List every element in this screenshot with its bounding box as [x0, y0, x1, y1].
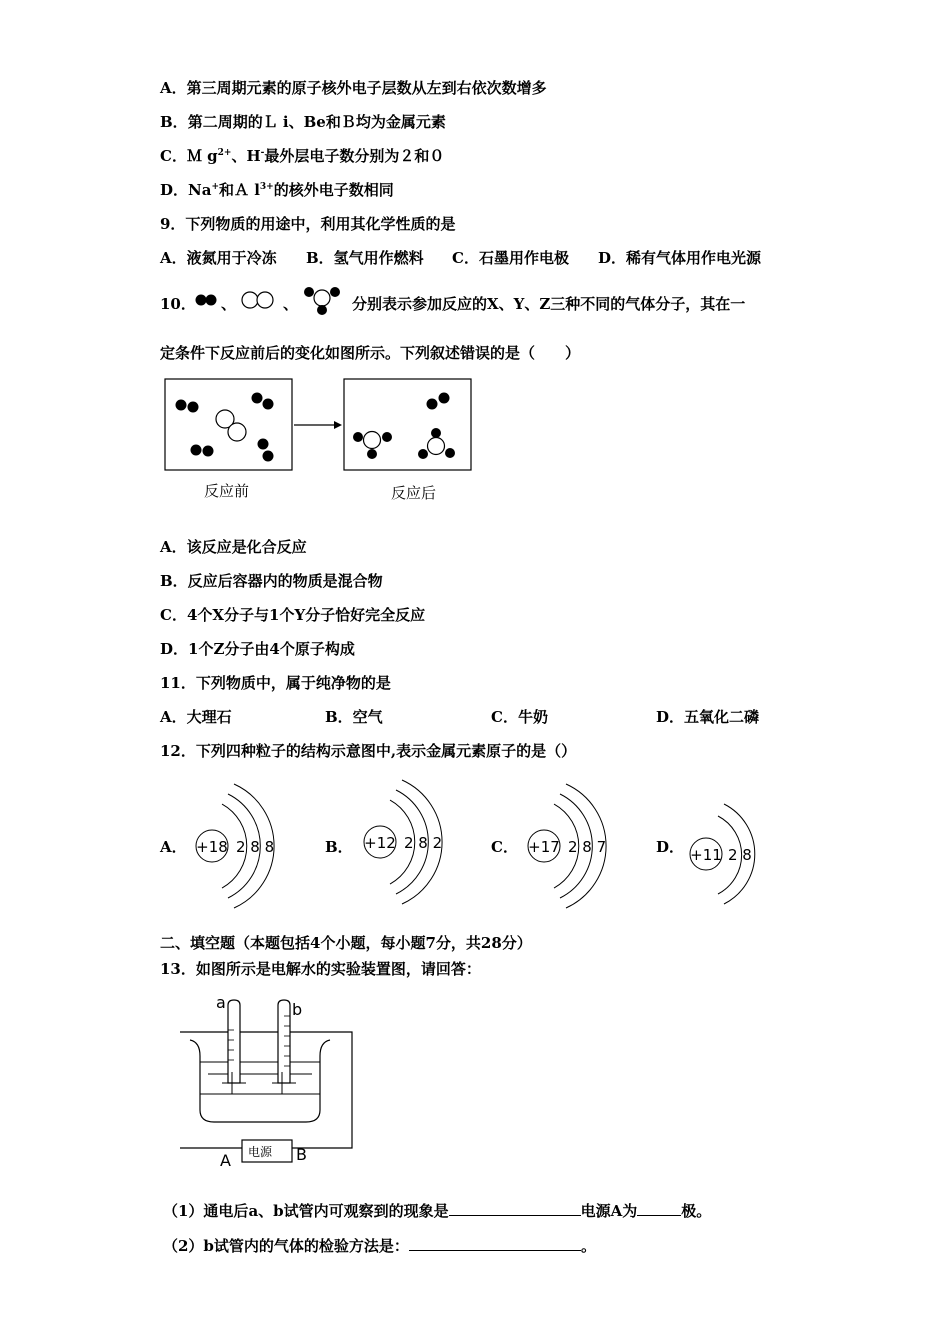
q11-option-a: A．大理石 [160, 708, 232, 726]
tube-a [228, 1000, 240, 1083]
beaker [190, 1040, 330, 1122]
q9-option-a: A．液氮用于冷冻 [160, 249, 277, 267]
q9-stem: 9．下列物质的用途中，利用其化学性质的是 [160, 215, 456, 233]
molecule-x-icon [196, 295, 217, 306]
q8-option-a: A．第三周期元素的原子核外电子层数从左到右依次数增多 [160, 79, 547, 97]
q8-option-b: B．第二周期的Ｌ i、Be和Ｂ均为金属元素 [160, 113, 446, 131]
q10-option-b: B．反应后容器内的物质是混合物 [160, 572, 383, 590]
caption-after: 反应后 [391, 484, 437, 502]
q13-part1-blank1[interactable] [449, 1201, 581, 1216]
atom-c-label: C． [491, 838, 518, 856]
q9-option-c: C．石墨用作电极 [452, 249, 569, 267]
q13-part1-blank2[interactable] [637, 1201, 681, 1216]
atom-d-electrons: 2 8 [728, 846, 752, 864]
q10-option-d: D．1个Z分子由4个原子构成 [160, 640, 355, 658]
atom-c-diagram [516, 780, 616, 910]
q10-sep2: 、 [283, 295, 299, 313]
tube-b-label: b [292, 1000, 303, 1019]
q10-stem: 分别表示参加反应的X、Y、Z三种不同的气体分子，其在一 [352, 295, 746, 313]
q10-number: 10． [160, 295, 196, 313]
atom-a-nucleus: +18 [196, 838, 228, 856]
atom-b-label: B． [325, 838, 353, 856]
terminal-a-label: A [220, 1151, 231, 1170]
circuit-wire [180, 1032, 352, 1148]
tube-b [278, 1000, 290, 1083]
caption-before: 反应前 [204, 482, 250, 500]
q12-stem: 12．下列四种粒子的结构示意图中,表示金属元素原子的是（） [160, 742, 577, 760]
q10-option-a: A．该反应是化合反应 [160, 538, 307, 556]
q10-sep1: 、 [221, 295, 237, 313]
terminal-b-label: B [296, 1145, 307, 1164]
atom-a-label: A． [160, 838, 187, 856]
atom-d-label: D． [656, 838, 685, 856]
atom-c-electrons: 2 8 7 [568, 838, 607, 856]
q11-option-d: D．五氧化二磷 [656, 708, 760, 726]
section2-heading: 二、填空题（本题包括4个小题，每小题7分，共28分） [160, 934, 532, 952]
atom-a-diagram [186, 780, 286, 910]
molecule-y-icon [242, 292, 273, 308]
q13-part2-blank[interactable] [409, 1236, 581, 1251]
q8-option-d: D．Na+和Ａ $l^{3+}$的核外电子数相同 [160, 181, 394, 199]
q11-option-b: B．空气 [325, 708, 383, 726]
atom-b-electrons: 2 8 2 [404, 834, 443, 852]
q8-option-c: C．Ｍ $g^{2+}$、H-最外层电子数分别为２和０ [160, 147, 445, 165]
reaction-diagram [160, 376, 480, 476]
q9-option-d: D．稀有气体用作电光源 [598, 249, 762, 267]
molecule-z-icon [304, 287, 340, 315]
electrolysis-apparatus [170, 990, 370, 1172]
atom-b-nucleus: +12 [364, 834, 396, 852]
q11-stem: 11．下列物质中，属于纯净物的是 [160, 674, 391, 692]
power-label: 电源 [248, 1145, 273, 1159]
q13-part1: （1）通电后a、b试管内可观察到的现象是 电源A为 极。 [163, 1202, 712, 1220]
q11-option-c: C．牛奶 [491, 708, 548, 726]
q10-option-c: C．4个X分子与1个Y分子恰好完全反应 [160, 606, 426, 624]
q13-stem: 13．如图所示是电解水的实验装置图，请回答： [160, 960, 481, 978]
atom-d-nucleus: +11 [690, 846, 722, 864]
tube-a-label: a [216, 993, 226, 1012]
q13-part2: （2）b试管内的气体的检验方法是： 。 [163, 1237, 596, 1255]
atom-c-nucleus: +17 [528, 838, 560, 856]
molecule-legend [194, 284, 354, 318]
q10-stem-line2: 定条件下反应前后的变化如图所示。下列叙述错误的是（ ） [160, 344, 581, 362]
atom-d-diagram [684, 798, 774, 908]
q9-option-b: B．氢气用作燃料 [306, 249, 424, 267]
atom-b-diagram [352, 776, 452, 906]
atom-a-electrons: 2 8 8 [236, 838, 275, 856]
